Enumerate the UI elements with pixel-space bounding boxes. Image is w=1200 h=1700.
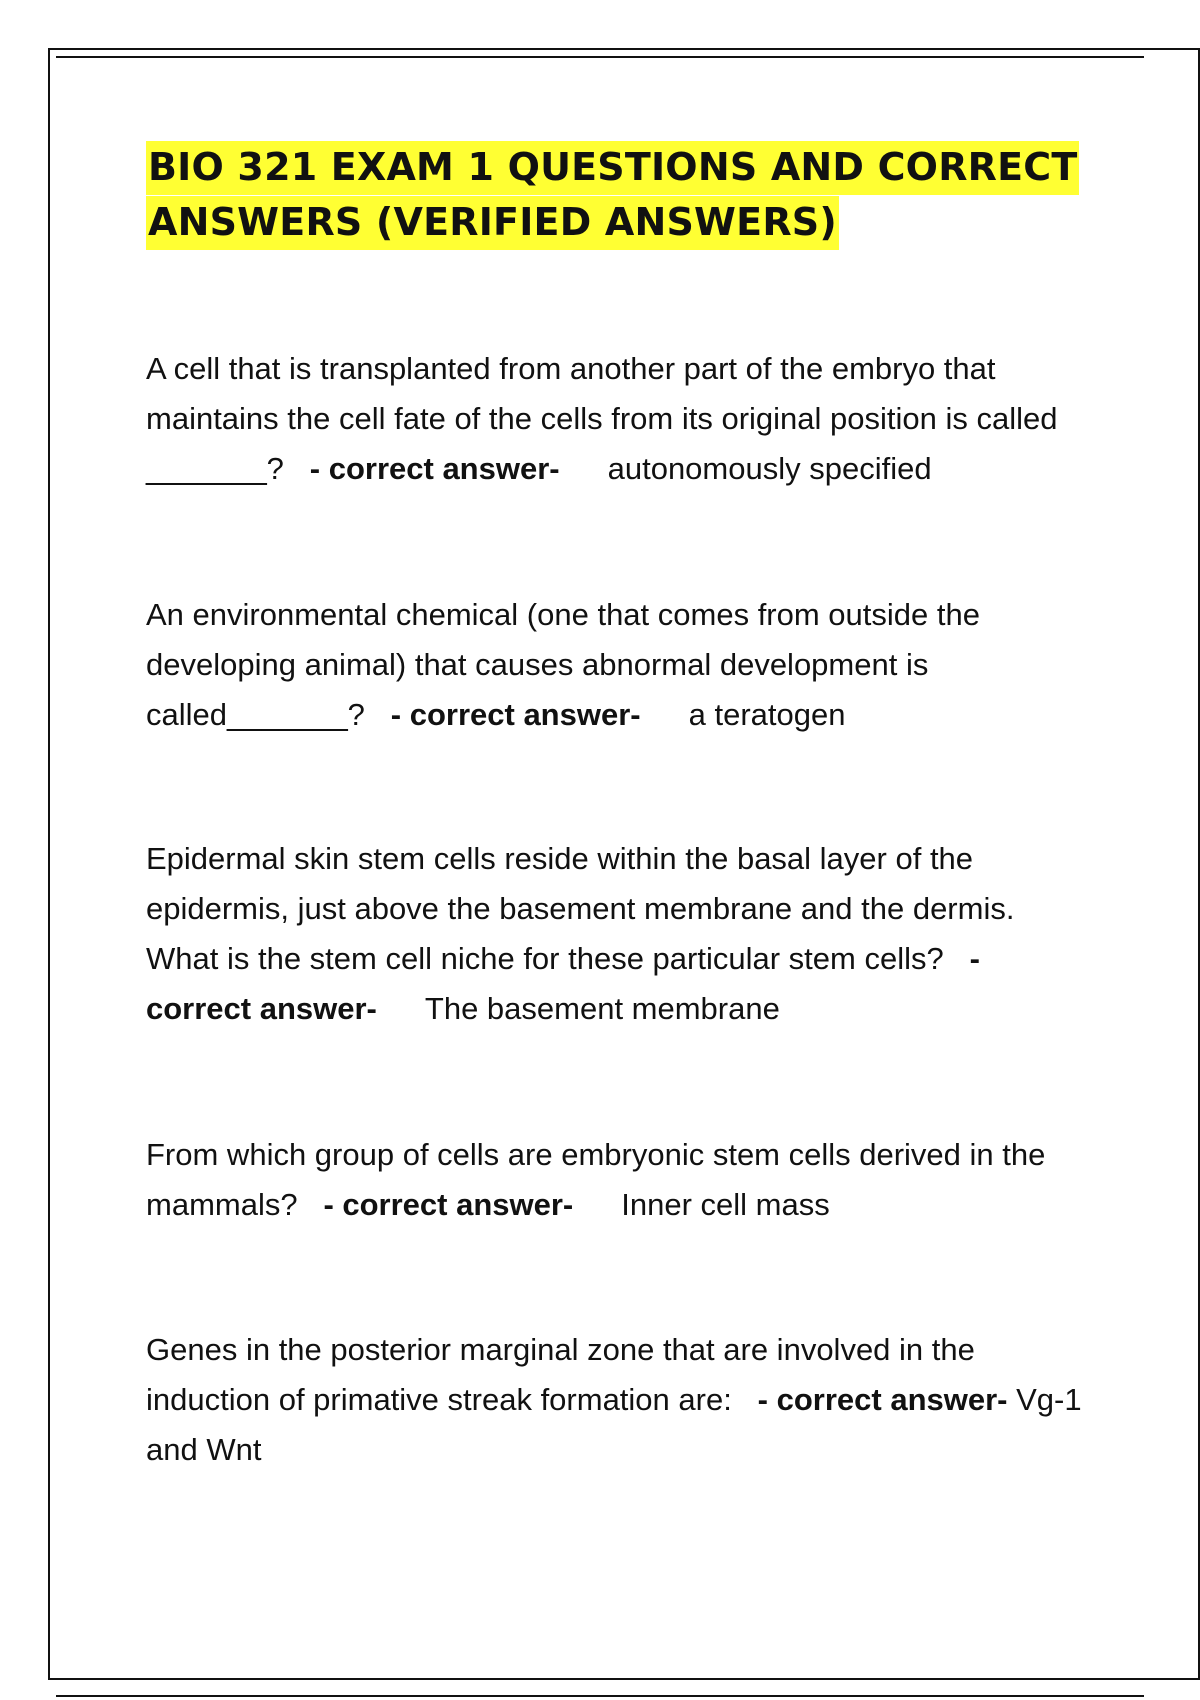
answer-text: Vg-1 and Wnt	[146, 1382, 1082, 1467]
answer-text: autonomously specified	[607, 451, 932, 486]
qa-item	[146, 834, 1086, 1034]
answer-label: - correct answer-	[309, 451, 560, 486]
qa-item	[146, 344, 1086, 494]
answer-label: - correct answer-	[323, 1187, 574, 1222]
answer-label: - correct answer-	[146, 941, 980, 1026]
question-text: Epidermal skin stem cells reside within the basal layer of the epidermis, just above the basement membrane and the dermis. What is the stem cell niche for these particular stem cells?	[146, 841, 1015, 976]
qa-item	[146, 1325, 1086, 1475]
document-title-highlight: BIO 321 EXAM 1 QUESTIONS AND CORRECT ANSWERS (VERIFIED ANSWERS)	[146, 141, 1079, 250]
answer-label: - correct answer-	[390, 697, 641, 732]
question-text: A cell that is transplanted from another part of the embryo that maintains the cell fate of the cells from its original position is called _______?	[146, 351, 1058, 486]
answer-text: The basement membrane	[424, 991, 780, 1026]
qa-item	[146, 590, 1086, 740]
bottom-rule	[56, 1695, 1144, 1697]
question-text: Genes in the posterior marginal zone that are involved in the induction of primative streak formation are:	[146, 1332, 975, 1417]
question-text: An environmental chemical (one that comes from outside the developing animal) that causes abnormal development is called_______?	[146, 597, 980, 732]
answer-label: - correct answer-	[757, 1382, 1008, 1417]
qa-item	[146, 1130, 1086, 1230]
answer-text: a teratogen	[688, 697, 846, 732]
question-text: From which group of cells are embryonic stem cells derived in the mammals?	[146, 1137, 1046, 1222]
answer-text: Inner cell mass	[621, 1187, 830, 1222]
top-rule	[56, 56, 1144, 58]
document-title	[146, 140, 1146, 250]
